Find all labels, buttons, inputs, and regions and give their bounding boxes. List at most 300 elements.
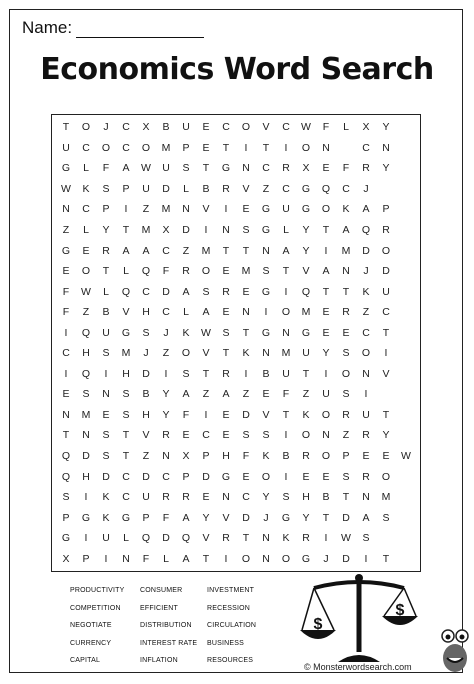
- grid-cell[interactable]: I: [364, 552, 368, 565]
- grid-cell[interactable]: I: [224, 552, 228, 565]
- grid-cell[interactable]: K: [302, 408, 310, 421]
- grid-cell[interactable]: C: [122, 141, 130, 154]
- grid-cell[interactable]: R: [162, 491, 170, 504]
- grid-cell[interactable]: S: [102, 182, 110, 195]
- grid-cell[interactable]: L: [183, 306, 189, 319]
- grid-cell[interactable]: E: [342, 326, 350, 339]
- grid-cell[interactable]: S: [342, 388, 350, 401]
- grid-cell[interactable]: O: [261, 470, 271, 483]
- grid-cell[interactable]: I: [244, 141, 248, 154]
- grid-cell[interactable]: I: [64, 367, 68, 380]
- grid-cell[interactable]: I: [204, 408, 208, 421]
- grid-cell[interactable]: L: [283, 223, 289, 236]
- grid-cell[interactable]: L: [123, 265, 129, 278]
- grid-cell[interactable]: O: [241, 121, 251, 134]
- grid-cell[interactable]: E: [322, 162, 330, 175]
- grid-cell[interactable]: R: [362, 470, 370, 483]
- grid-cell[interactable]: A: [122, 162, 130, 175]
- grid-cell[interactable]: W: [301, 121, 311, 134]
- grid-cell[interactable]: W: [141, 162, 151, 175]
- grid-cell[interactable]: N: [262, 532, 270, 545]
- grid-cell[interactable]: A: [122, 244, 130, 257]
- grid-cell[interactable]: S: [182, 162, 190, 175]
- grid-cell[interactable]: C: [142, 285, 150, 298]
- grid-cell[interactable]: G: [121, 326, 131, 339]
- grid-cell[interactable]: Y: [162, 388, 170, 401]
- grid-cell[interactable]: T: [322, 223, 330, 236]
- grid-cell[interactable]: B: [102, 306, 110, 319]
- grid-cell[interactable]: O: [141, 141, 151, 154]
- grid-cell[interactable]: S: [262, 429, 270, 442]
- grid-cell[interactable]: M: [161, 141, 171, 154]
- grid-cell[interactable]: E: [222, 265, 230, 278]
- grid-cell[interactable]: O: [301, 141, 311, 154]
- grid-cell[interactable]: Q: [141, 532, 151, 545]
- grid-cell[interactable]: P: [182, 470, 190, 483]
- grid-cell[interactable]: V: [302, 265, 310, 278]
- grid-cell[interactable]: G: [301, 203, 311, 216]
- grid-cell[interactable]: F: [162, 265, 170, 278]
- grid-cell[interactable]: C: [122, 121, 130, 134]
- grid-cell[interactable]: D: [82, 449, 90, 462]
- grid-cell[interactable]: A: [142, 244, 150, 257]
- grid-cell[interactable]: S: [122, 388, 130, 401]
- grid-cell[interactable]: E: [242, 203, 250, 216]
- grid-cell[interactable]: I: [324, 244, 328, 257]
- grid-cell[interactable]: C: [222, 121, 230, 134]
- grid-cell[interactable]: O: [341, 367, 351, 380]
- grid-cell[interactable]: C: [262, 162, 270, 175]
- grid-cell[interactable]: I: [164, 367, 168, 380]
- grid-cell[interactable]: R: [302, 449, 310, 462]
- grid-cell[interactable]: H: [302, 491, 310, 504]
- grid-cell[interactable]: P: [102, 203, 110, 216]
- grid-cell[interactable]: Z: [202, 388, 210, 401]
- grid-cell[interactable]: D: [182, 223, 190, 236]
- grid-cell[interactable]: T: [282, 265, 290, 278]
- grid-cell[interactable]: H: [122, 367, 130, 380]
- grid-cell[interactable]: O: [181, 347, 191, 360]
- grid-cell[interactable]: K: [182, 326, 190, 339]
- grid-cell[interactable]: F: [242, 449, 250, 462]
- grid-cell[interactable]: E: [62, 265, 70, 278]
- grid-cell[interactable]: V: [382, 367, 390, 380]
- grid-cell[interactable]: P: [62, 511, 70, 524]
- grid-cell[interactable]: K: [342, 203, 350, 216]
- grid-cell[interactable]: N: [82, 429, 90, 442]
- grid-cell[interactable]: N: [342, 265, 350, 278]
- grid-cell[interactable]: G: [261, 223, 271, 236]
- grid-cell[interactable]: T: [242, 532, 250, 545]
- grid-cell[interactable]: V: [262, 408, 270, 421]
- grid-cell[interactable]: D: [342, 552, 350, 565]
- grid-cell[interactable]: I: [204, 223, 208, 236]
- grid-cell[interactable]: F: [282, 388, 290, 401]
- grid-cell[interactable]: M: [241, 265, 251, 278]
- grid-cell[interactable]: L: [163, 552, 169, 565]
- grid-cell[interactable]: [376, 384, 396, 405]
- grid-cell[interactable]: V: [262, 121, 270, 134]
- grid-cell[interactable]: I: [104, 552, 108, 565]
- grid-cell[interactable]: M: [381, 491, 391, 504]
- grid-cell[interactable]: V: [142, 429, 150, 442]
- grid-cell[interactable]: I: [284, 141, 288, 154]
- grid-cell[interactable]: W: [61, 182, 71, 195]
- grid-cell[interactable]: P: [122, 182, 130, 195]
- grid-cell[interactable]: W: [341, 532, 351, 545]
- grid-cell[interactable]: T: [122, 223, 130, 236]
- grid-cell[interactable]: T: [62, 121, 70, 134]
- grid-cell[interactable]: C: [122, 470, 130, 483]
- grid-cell[interactable]: U: [362, 408, 370, 421]
- grid-cell[interactable]: F: [322, 121, 330, 134]
- grid-cell[interactable]: D: [242, 511, 250, 524]
- grid-cell[interactable]: [396, 281, 416, 302]
- grid-cell[interactable]: K: [282, 532, 290, 545]
- grid-cell[interactable]: B: [282, 449, 290, 462]
- grid-cell[interactable]: G: [121, 511, 131, 524]
- grid-cell[interactable]: Z: [302, 388, 310, 401]
- grid-cell[interactable]: U: [282, 367, 290, 380]
- grid-cell[interactable]: N: [242, 162, 250, 175]
- grid-cell[interactable]: [396, 507, 416, 528]
- grid-cell[interactable]: T: [202, 367, 210, 380]
- grid-cell[interactable]: N: [262, 347, 270, 360]
- grid-cell[interactable]: T: [262, 141, 270, 154]
- grid-cell[interactable]: S: [342, 347, 350, 360]
- grid-cell[interactable]: L: [123, 532, 129, 545]
- grid-cell[interactable]: D: [342, 511, 350, 524]
- grid-cell[interactable]: Y: [382, 162, 390, 175]
- grid-cell[interactable]: G: [261, 326, 271, 339]
- grid-cell[interactable]: T: [62, 429, 70, 442]
- grid-cell[interactable]: C: [82, 203, 90, 216]
- grid-cell[interactable]: M: [341, 244, 351, 257]
- grid-cell[interactable]: A: [182, 285, 190, 298]
- grid-cell[interactable]: Z: [242, 388, 250, 401]
- grid-cell[interactable]: O: [81, 121, 91, 134]
- grid-cell[interactable]: C: [282, 182, 290, 195]
- grid-cell[interactable]: D: [102, 470, 110, 483]
- grid-cell[interactable]: T: [202, 552, 210, 565]
- grid-cell[interactable]: [396, 384, 416, 405]
- grid-cell[interactable]: Q: [81, 367, 91, 380]
- grid-cell[interactable]: R: [302, 532, 310, 545]
- grid-cell[interactable]: S: [282, 491, 290, 504]
- grid-cell[interactable]: O: [101, 141, 111, 154]
- grid-cell[interactable]: E: [82, 244, 90, 257]
- grid-cell[interactable]: T: [242, 244, 250, 257]
- grid-cell[interactable]: M: [141, 223, 151, 236]
- grid-cell[interactable]: U: [302, 347, 310, 360]
- grid-cell[interactable]: E: [302, 470, 310, 483]
- grid-cell[interactable]: U: [382, 285, 390, 298]
- grid-cell[interactable]: E: [362, 449, 370, 462]
- grid-cell[interactable]: T: [342, 285, 350, 298]
- grid-cell[interactable]: X: [302, 162, 310, 175]
- grid-cell[interactable]: H: [222, 449, 230, 462]
- grid-cell[interactable]: T: [382, 408, 390, 421]
- grid-cell[interactable]: W: [81, 285, 91, 298]
- grid-cell[interactable]: A: [222, 388, 230, 401]
- grid-cell[interactable]: C: [162, 244, 170, 257]
- grid-cell[interactable]: S: [142, 326, 150, 339]
- grid-cell[interactable]: L: [83, 162, 89, 175]
- grid-cell[interactable]: N: [242, 306, 250, 319]
- grid-cell[interactable]: N: [262, 244, 270, 257]
- grid-cell[interactable]: X: [62, 552, 70, 565]
- grid-cell[interactable]: T: [202, 162, 210, 175]
- grid-cell[interactable]: [396, 322, 416, 343]
- grid-cell[interactable]: O: [321, 203, 331, 216]
- grid-cell[interactable]: C: [122, 491, 130, 504]
- grid-cell[interactable]: [396, 199, 416, 220]
- grid-cell[interactable]: L: [83, 223, 89, 236]
- grid-cell[interactable]: F: [62, 306, 70, 319]
- grid-cell[interactable]: B: [142, 388, 150, 401]
- grid-cell[interactable]: E: [222, 429, 230, 442]
- grid-cell[interactable]: S: [62, 491, 70, 504]
- grid-cell[interactable]: Y: [322, 347, 330, 360]
- grid-cell[interactable]: G: [61, 162, 71, 175]
- grid-cell[interactable]: I: [284, 470, 288, 483]
- grid-cell[interactable]: I: [284, 429, 288, 442]
- grid-cell[interactable]: G: [61, 532, 71, 545]
- grid-cell[interactable]: S: [82, 388, 90, 401]
- grid-cell[interactable]: U: [142, 491, 150, 504]
- grid-cell[interactable]: [396, 425, 416, 446]
- grid-cell[interactable]: C: [162, 306, 170, 319]
- grid-cell[interactable]: A: [362, 511, 370, 524]
- grid-cell[interactable]: L: [343, 121, 349, 134]
- grid-cell[interactable]: R: [102, 244, 110, 257]
- grid-cell[interactable]: U: [282, 203, 290, 216]
- grid-cell[interactable]: X: [362, 121, 370, 134]
- grid-cell[interactable]: C: [362, 326, 370, 339]
- grid-cell[interactable]: U: [102, 532, 110, 545]
- grid-cell[interactable]: E: [322, 306, 330, 319]
- grid-cell[interactable]: D: [382, 265, 390, 278]
- grid-cell[interactable]: B: [202, 182, 210, 195]
- grid-cell[interactable]: V: [222, 511, 230, 524]
- grid-cell[interactable]: P: [82, 552, 90, 565]
- grid-cell[interactable]: O: [81, 265, 91, 278]
- grid-cell[interactable]: D: [202, 470, 210, 483]
- grid-cell[interactable]: Z: [342, 429, 350, 442]
- grid-cell[interactable]: R: [222, 182, 230, 195]
- grid-cell[interactable]: A: [282, 244, 290, 257]
- grid-cell[interactable]: P: [142, 511, 150, 524]
- grid-cell[interactable]: J: [143, 347, 149, 360]
- grid-cell[interactable]: R: [222, 367, 230, 380]
- grid-cell[interactable]: [396, 261, 416, 282]
- grid-cell[interactable]: F: [162, 511, 170, 524]
- grid-cell[interactable]: [396, 466, 416, 487]
- grid-cell[interactable]: W: [201, 326, 211, 339]
- grid-cell[interactable]: [396, 302, 416, 323]
- grid-cell[interactable]: I: [384, 347, 388, 360]
- grid-cell[interactable]: Y: [302, 511, 310, 524]
- grid-cell[interactable]: N: [182, 203, 190, 216]
- grid-cell[interactable]: D: [162, 532, 170, 545]
- grid-cell[interactable]: I: [84, 491, 88, 504]
- grid-cell[interactable]: I: [264, 306, 268, 319]
- grid-cell[interactable]: C: [282, 121, 290, 134]
- grid-cell[interactable]: Z: [142, 449, 150, 462]
- grid-cell[interactable]: [396, 240, 416, 261]
- grid-cell[interactable]: H: [142, 306, 150, 319]
- grid-cell[interactable]: Y: [262, 491, 270, 504]
- grid-cell[interactable]: Q: [61, 449, 71, 462]
- grid-cell[interactable]: S: [102, 347, 110, 360]
- grid-cell[interactable]: E: [262, 388, 270, 401]
- grid-cell[interactable]: K: [82, 182, 90, 195]
- grid-cell[interactable]: Q: [361, 223, 371, 236]
- grid-cell[interactable]: Z: [262, 182, 270, 195]
- grid-cell[interactable]: R: [282, 162, 290, 175]
- grid-cell[interactable]: E: [62, 388, 70, 401]
- grid-cell[interactable]: N: [102, 388, 110, 401]
- grid-cell[interactable]: N: [62, 203, 70, 216]
- grid-cell[interactable]: G: [61, 244, 71, 257]
- grid-cell[interactable]: N: [122, 552, 130, 565]
- grid-cell[interactable]: N: [362, 367, 370, 380]
- grid-cell[interactable]: T: [302, 367, 310, 380]
- grid-cell[interactable]: J: [323, 552, 329, 565]
- grid-cell[interactable]: S: [362, 532, 370, 545]
- grid-cell[interactable]: O: [201, 265, 211, 278]
- grid-cell[interactable]: S: [242, 429, 250, 442]
- grid-cell[interactable]: C: [242, 491, 250, 504]
- name-line[interactable]: [76, 21, 204, 38]
- grid-cell[interactable]: [396, 528, 416, 549]
- grid-cell[interactable]: B: [262, 367, 270, 380]
- grid-cell[interactable]: I: [324, 367, 328, 380]
- grid-cell[interactable]: Q: [81, 326, 91, 339]
- grid-cell[interactable]: V: [202, 532, 210, 545]
- grid-cell[interactable]: I: [244, 367, 248, 380]
- grid-cell[interactable]: Y: [202, 511, 210, 524]
- grid-cell[interactable]: M: [161, 203, 171, 216]
- grid-cell[interactable]: Q: [141, 265, 151, 278]
- grid-cell[interactable]: G: [261, 203, 271, 216]
- grid-cell[interactable]: T: [282, 408, 290, 421]
- grid-cell[interactable]: Y: [162, 408, 170, 421]
- grid-cell[interactable]: U: [162, 162, 170, 175]
- grid-cell[interactable]: C: [82, 141, 90, 154]
- grid-cell[interactable]: A: [342, 223, 350, 236]
- grid-cell[interactable]: A: [322, 265, 330, 278]
- grid-cell[interactable]: E: [222, 408, 230, 421]
- grid-cell[interactable]: [376, 528, 396, 549]
- grid-cell[interactable]: P: [342, 449, 350, 462]
- grid-cell[interactable]: A: [202, 306, 210, 319]
- grid-cell[interactable]: K: [102, 491, 110, 504]
- grid-cell[interactable]: T: [342, 491, 350, 504]
- grid-cell[interactable]: [396, 405, 416, 426]
- grid-cell[interactable]: G: [261, 285, 271, 298]
- grid-cell[interactable]: O: [301, 429, 311, 442]
- grid-cell[interactable]: M: [121, 347, 131, 360]
- grid-cell[interactable]: G: [301, 552, 311, 565]
- grid-cell[interactable]: R: [362, 162, 370, 175]
- grid-cell[interactable]: V: [122, 306, 130, 319]
- grid-cell[interactable]: J: [363, 265, 369, 278]
- grid-cell[interactable]: X: [182, 449, 190, 462]
- grid-cell[interactable]: Y: [302, 223, 310, 236]
- grid-cell[interactable]: C: [62, 347, 70, 360]
- grid-cell[interactable]: D: [162, 285, 170, 298]
- grid-cell[interactable]: T: [122, 449, 130, 462]
- grid-cell[interactable]: N: [62, 408, 70, 421]
- grid-cell[interactable]: V: [202, 203, 210, 216]
- grid-cell[interactable]: R: [382, 223, 390, 236]
- grid-cell[interactable]: U: [322, 388, 330, 401]
- grid-cell[interactable]: H: [142, 408, 150, 421]
- grid-cell[interactable]: J: [103, 121, 109, 134]
- grid-cell[interactable]: C: [202, 429, 210, 442]
- grid-cell[interactable]: S: [202, 285, 210, 298]
- grid-cell[interactable]: O: [361, 347, 371, 360]
- grid-cell[interactable]: E: [182, 429, 190, 442]
- grid-cell[interactable]: [396, 158, 416, 179]
- grid-cell[interactable]: A: [182, 552, 190, 565]
- grid-cell[interactable]: G: [301, 182, 311, 195]
- grid-cell[interactable]: N: [322, 429, 330, 442]
- grid-cell[interactable]: S: [382, 511, 390, 524]
- grid-cell[interactable]: X: [142, 121, 150, 134]
- grid-cell[interactable]: S: [182, 367, 190, 380]
- grid-cell[interactable]: [396, 179, 416, 200]
- grid-cell[interactable]: E: [242, 285, 250, 298]
- grid-cell[interactable]: O: [241, 552, 251, 565]
- grid-cell[interactable]: J: [163, 326, 169, 339]
- grid-cell[interactable]: A: [362, 203, 370, 216]
- grid-cell[interactable]: N: [162, 449, 170, 462]
- grid-cell[interactable]: T: [382, 326, 390, 339]
- grid-cell[interactable]: N: [282, 326, 290, 339]
- grid-cell[interactable]: I: [284, 285, 288, 298]
- grid-cell[interactable]: Q: [181, 532, 191, 545]
- grid-cell[interactable]: [396, 364, 416, 385]
- grid-cell[interactable]: T: [222, 141, 230, 154]
- grid-cell[interactable]: I: [224, 203, 228, 216]
- grid-cell[interactable]: O: [321, 449, 331, 462]
- grid-cell[interactable]: T: [102, 265, 110, 278]
- grid-cell[interactable]: L: [103, 285, 109, 298]
- grid-cell[interactable]: N: [222, 223, 230, 236]
- grid-cell[interactable]: P: [202, 449, 210, 462]
- grid-cell[interactable]: O: [381, 244, 391, 257]
- grid-cell[interactable]: Q: [121, 285, 131, 298]
- grid-cell[interactable]: S: [122, 408, 130, 421]
- grid-cell[interactable]: R: [162, 429, 170, 442]
- grid-cell[interactable]: X: [162, 223, 170, 236]
- grid-cell[interactable]: I: [124, 203, 128, 216]
- grid-cell[interactable]: R: [362, 429, 370, 442]
- grid-cell[interactable]: B: [322, 491, 330, 504]
- grid-cell[interactable]: [396, 138, 416, 159]
- grid-cell[interactable]: R: [182, 491, 190, 504]
- grid-cell[interactable]: R: [182, 265, 190, 278]
- grid-cell[interactable]: H: [82, 347, 90, 360]
- grid-cell[interactable]: E: [102, 408, 110, 421]
- grid-cell[interactable]: D: [142, 367, 150, 380]
- grid-cell[interactable]: G: [221, 162, 231, 175]
- grid-cell[interactable]: K: [362, 285, 370, 298]
- grid-cell[interactable]: W: [401, 449, 411, 462]
- grid-cell[interactable]: E: [242, 470, 250, 483]
